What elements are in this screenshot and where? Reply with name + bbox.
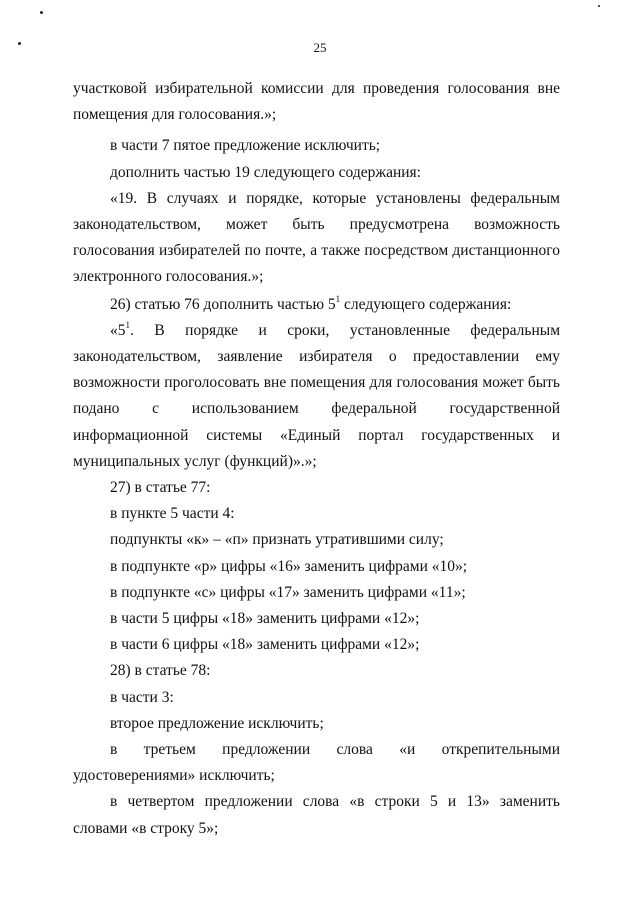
paragraph: в пункте 5 части 4: <box>110 505 235 523</box>
paragraph: в третьем предложении слова «и открепительными удостоверениями» исключить; <box>73 741 560 785</box>
paragraph: 28) в статье 78: <box>110 662 211 680</box>
paragraph: подпункты «к» – «п» признать утратившими силу; <box>110 531 444 549</box>
paragraph-text: следующего содержания: <box>340 295 512 313</box>
paragraph: в подпункте «р» цифры «16» заменить цифрами «10»; <box>110 557 468 575</box>
document-body <box>73 76 560 842</box>
paragraph: второе предложение исключить; <box>110 714 324 732</box>
paragraph: участковой избирательной комиссии для проведения голосования вне помещения для голосования.»; <box>73 80 560 124</box>
paragraph-text: 26) статью 76 дополнить частью 5 <box>110 295 336 313</box>
paragraph: в четвертом предложении слова «в строки 5 и 13» заменить словами «в строку 5»; <box>73 793 560 837</box>
paragraph-text: «5 <box>110 321 126 339</box>
paragraph-text: . В порядке и сроки, установленные федеральным законодательством, заявление избирателя о предоставлении ему возможности проголосовать вне помещения для голосования может быть подано с использованием федеральной государственной информационной системы «Единый портал государственных и муниципальных услуг (функций)».»; <box>73 321 560 470</box>
paragraph: в части 5 цифры «18» заменить цифрами «12»; <box>110 610 420 628</box>
paragraph: в подпункте «с» цифры «17» заменить цифрами «11»; <box>110 583 466 601</box>
page-number: 25 <box>313 40 327 55</box>
superscript: 1 <box>125 319 130 330</box>
paragraph: в части 3: <box>110 688 174 706</box>
paragraph: «19. В случаях и порядке, которые установлены федеральным законодательством, может быть предусмотрена возможность голосования избирателей по почте, а также посредством дистанционного электронного голосования.»; <box>73 189 560 286</box>
paragraph: в части 7 пятое предложение исключить; <box>110 137 381 155</box>
paragraph <box>73 318 560 475</box>
superscript: 1 <box>335 293 341 304</box>
paragraph: 27) в статье 77: <box>110 479 211 497</box>
paragraph: в части 6 цифры «18» заменить цифрами «12»; <box>110 636 420 654</box>
scan-speck <box>598 5 600 7</box>
paragraph: дополнить частью 19 следующего содержания: <box>110 163 421 181</box>
scan-speck <box>40 11 43 14</box>
paragraph <box>73 292 560 318</box>
